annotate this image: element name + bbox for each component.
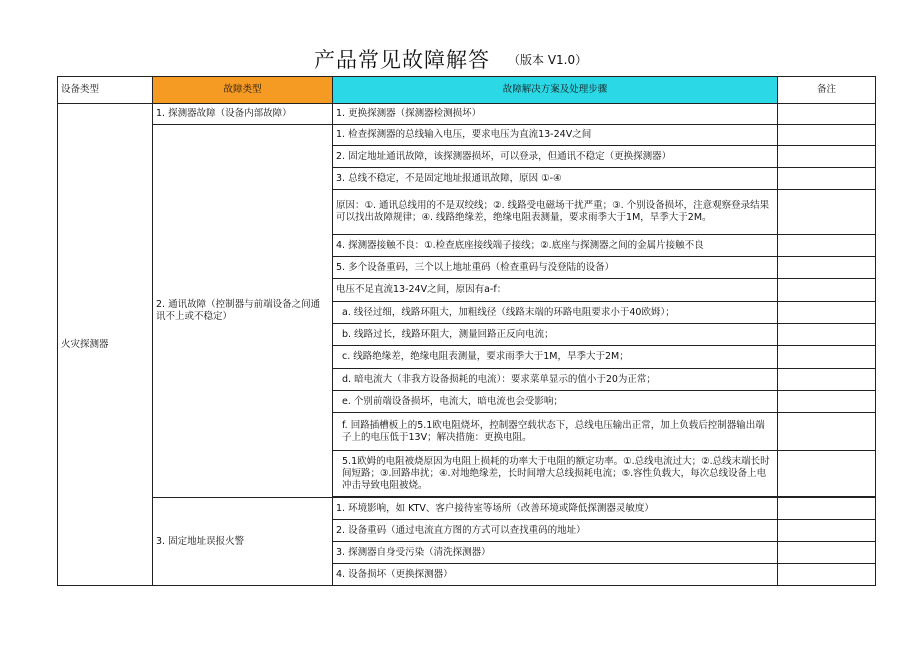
solution-cell: 电压不足直流13-24V之间，原因有a-f：	[333, 279, 778, 302]
note-cell	[778, 257, 876, 279]
column-header-device: 设备类型	[58, 77, 153, 104]
note-cell	[778, 520, 876, 542]
note-cell	[778, 324, 876, 346]
note-cell	[778, 498, 876, 520]
note-cell	[778, 168, 876, 190]
note-cell	[778, 302, 876, 324]
note-cell	[778, 564, 876, 586]
solution-cell: e. 个别前端设备损坏，电流大，暗电流也会受影响；	[333, 391, 778, 413]
column-header-note: 备注	[778, 77, 876, 104]
fault-type-cell: 1. 探测器故障（设备内部故障）	[153, 104, 333, 125]
device-type-cell: 火灾探测器	[58, 104, 153, 586]
solution-cell: 原因：①. 通讯总线用的不是双绞线；②. 线路受电磁场干扰严重；③. 个别设备损坏，注意观察登录结果可以找出故障规律；④. 线路绝缘差，绝缘电阻表测量，要求雨季大于1M，旱季大于2M。	[333, 190, 778, 235]
header-row	[58, 77, 876, 104]
column-header-solution: 故障解决方案及处理步骤	[333, 77, 778, 104]
title-bar	[0, 44, 920, 74]
solution-cell: 5. 多个设备重码，三个以上地址重码（检查重码与没登陆的设备）	[333, 257, 778, 279]
solution-cell: 1. 更换探测器（探测器检测损坏）	[333, 104, 778, 125]
fault-type-cell: 3. 固定地址误报火警	[153, 498, 333, 586]
solution-cell: 2. 固定地址通讯故障，该探测器损坏，可以登录，但通讯不稳定（更换探测器）	[333, 146, 778, 168]
solution-cell: c. 线路绝缘差，绝缘电阻表测量，要求雨季大于1M，旱季大于2M；	[333, 346, 778, 369]
note-cell	[778, 542, 876, 564]
solution-cell: 3. 总线不稳定，不是固定地址报通讯故障，原因 ①-④	[333, 168, 778, 190]
table-row	[58, 125, 876, 146]
solution-cell: 2. 设备重码（通过电流直方图的方式可以查找重码的地址）	[333, 520, 778, 542]
note-cell	[778, 125, 876, 146]
note-cell	[778, 146, 876, 168]
table-row	[58, 104, 876, 125]
note-cell	[778, 279, 876, 302]
solution-cell: b. 线路过长，线路环阻大，测量回路正反向电流；	[333, 324, 778, 346]
solution-cell: 4. 设备损坏（更换探测器）	[333, 564, 778, 586]
solution-cell: d. 暗电流大（非我方设备损耗的电流）：要求菜单显示的值小于20为正常；	[333, 369, 778, 391]
note-cell	[778, 413, 876, 451]
note-cell	[778, 391, 876, 413]
note-cell	[778, 346, 876, 369]
version-label: （版本 V1.0）	[508, 53, 588, 67]
fault-type-cell: 2. 通讯故障（控制器与前端设备之间通讯不上或不稳定）	[153, 125, 333, 498]
document-title: 产品常见故障解答	[314, 48, 490, 72]
note-cell	[778, 190, 876, 235]
fault-table	[57, 76, 876, 586]
note-cell	[778, 451, 876, 497]
solution-cell: 1. 环境影响，如 KTV、客户接待室等场所（改善环境或降低探测器灵敏度）	[333, 498, 778, 520]
note-cell	[778, 104, 876, 125]
solution-cell: 5.1欧姆的电阻被烧原因为电阻上损耗的功率大于电阻的额定功率。①.总线电流过大；②.总线末端长时间短路；③.回路串扰；④.对地绝缘差，长时间增大总线损耗电流；⑤.容性负载大，每次总线设备上电冲击导致电阻被烧。	[333, 451, 778, 497]
column-header-fault: 故障类型	[153, 77, 333, 104]
note-cell	[778, 369, 876, 391]
solution-cell: 1. 检查探测器的总线输入电压，要求电压为直流13-24V之间	[333, 125, 778, 146]
note-cell	[778, 235, 876, 257]
table-row	[58, 498, 876, 520]
solution-cell: a. 线径过细，线路环阻大，加粗线径（线路末端的环路电阻要求小于40欧姆）；	[333, 302, 778, 324]
solution-cell: 4. 探测器接触不良：①.检查底座接线端子接线；②.底座与探测器之间的金属片接触不良	[333, 235, 778, 257]
solution-cell: f. 回路插槽板上的5.1欧电阻烧坏，控制器空载状态下，总线电压输出正常，加上负载后控制器输出端子上的电压低于13V；解决措施：更换电阻。	[333, 413, 778, 451]
solution-cell: 3. 探测器自身受污染（清洗探测器）	[333, 542, 778, 564]
